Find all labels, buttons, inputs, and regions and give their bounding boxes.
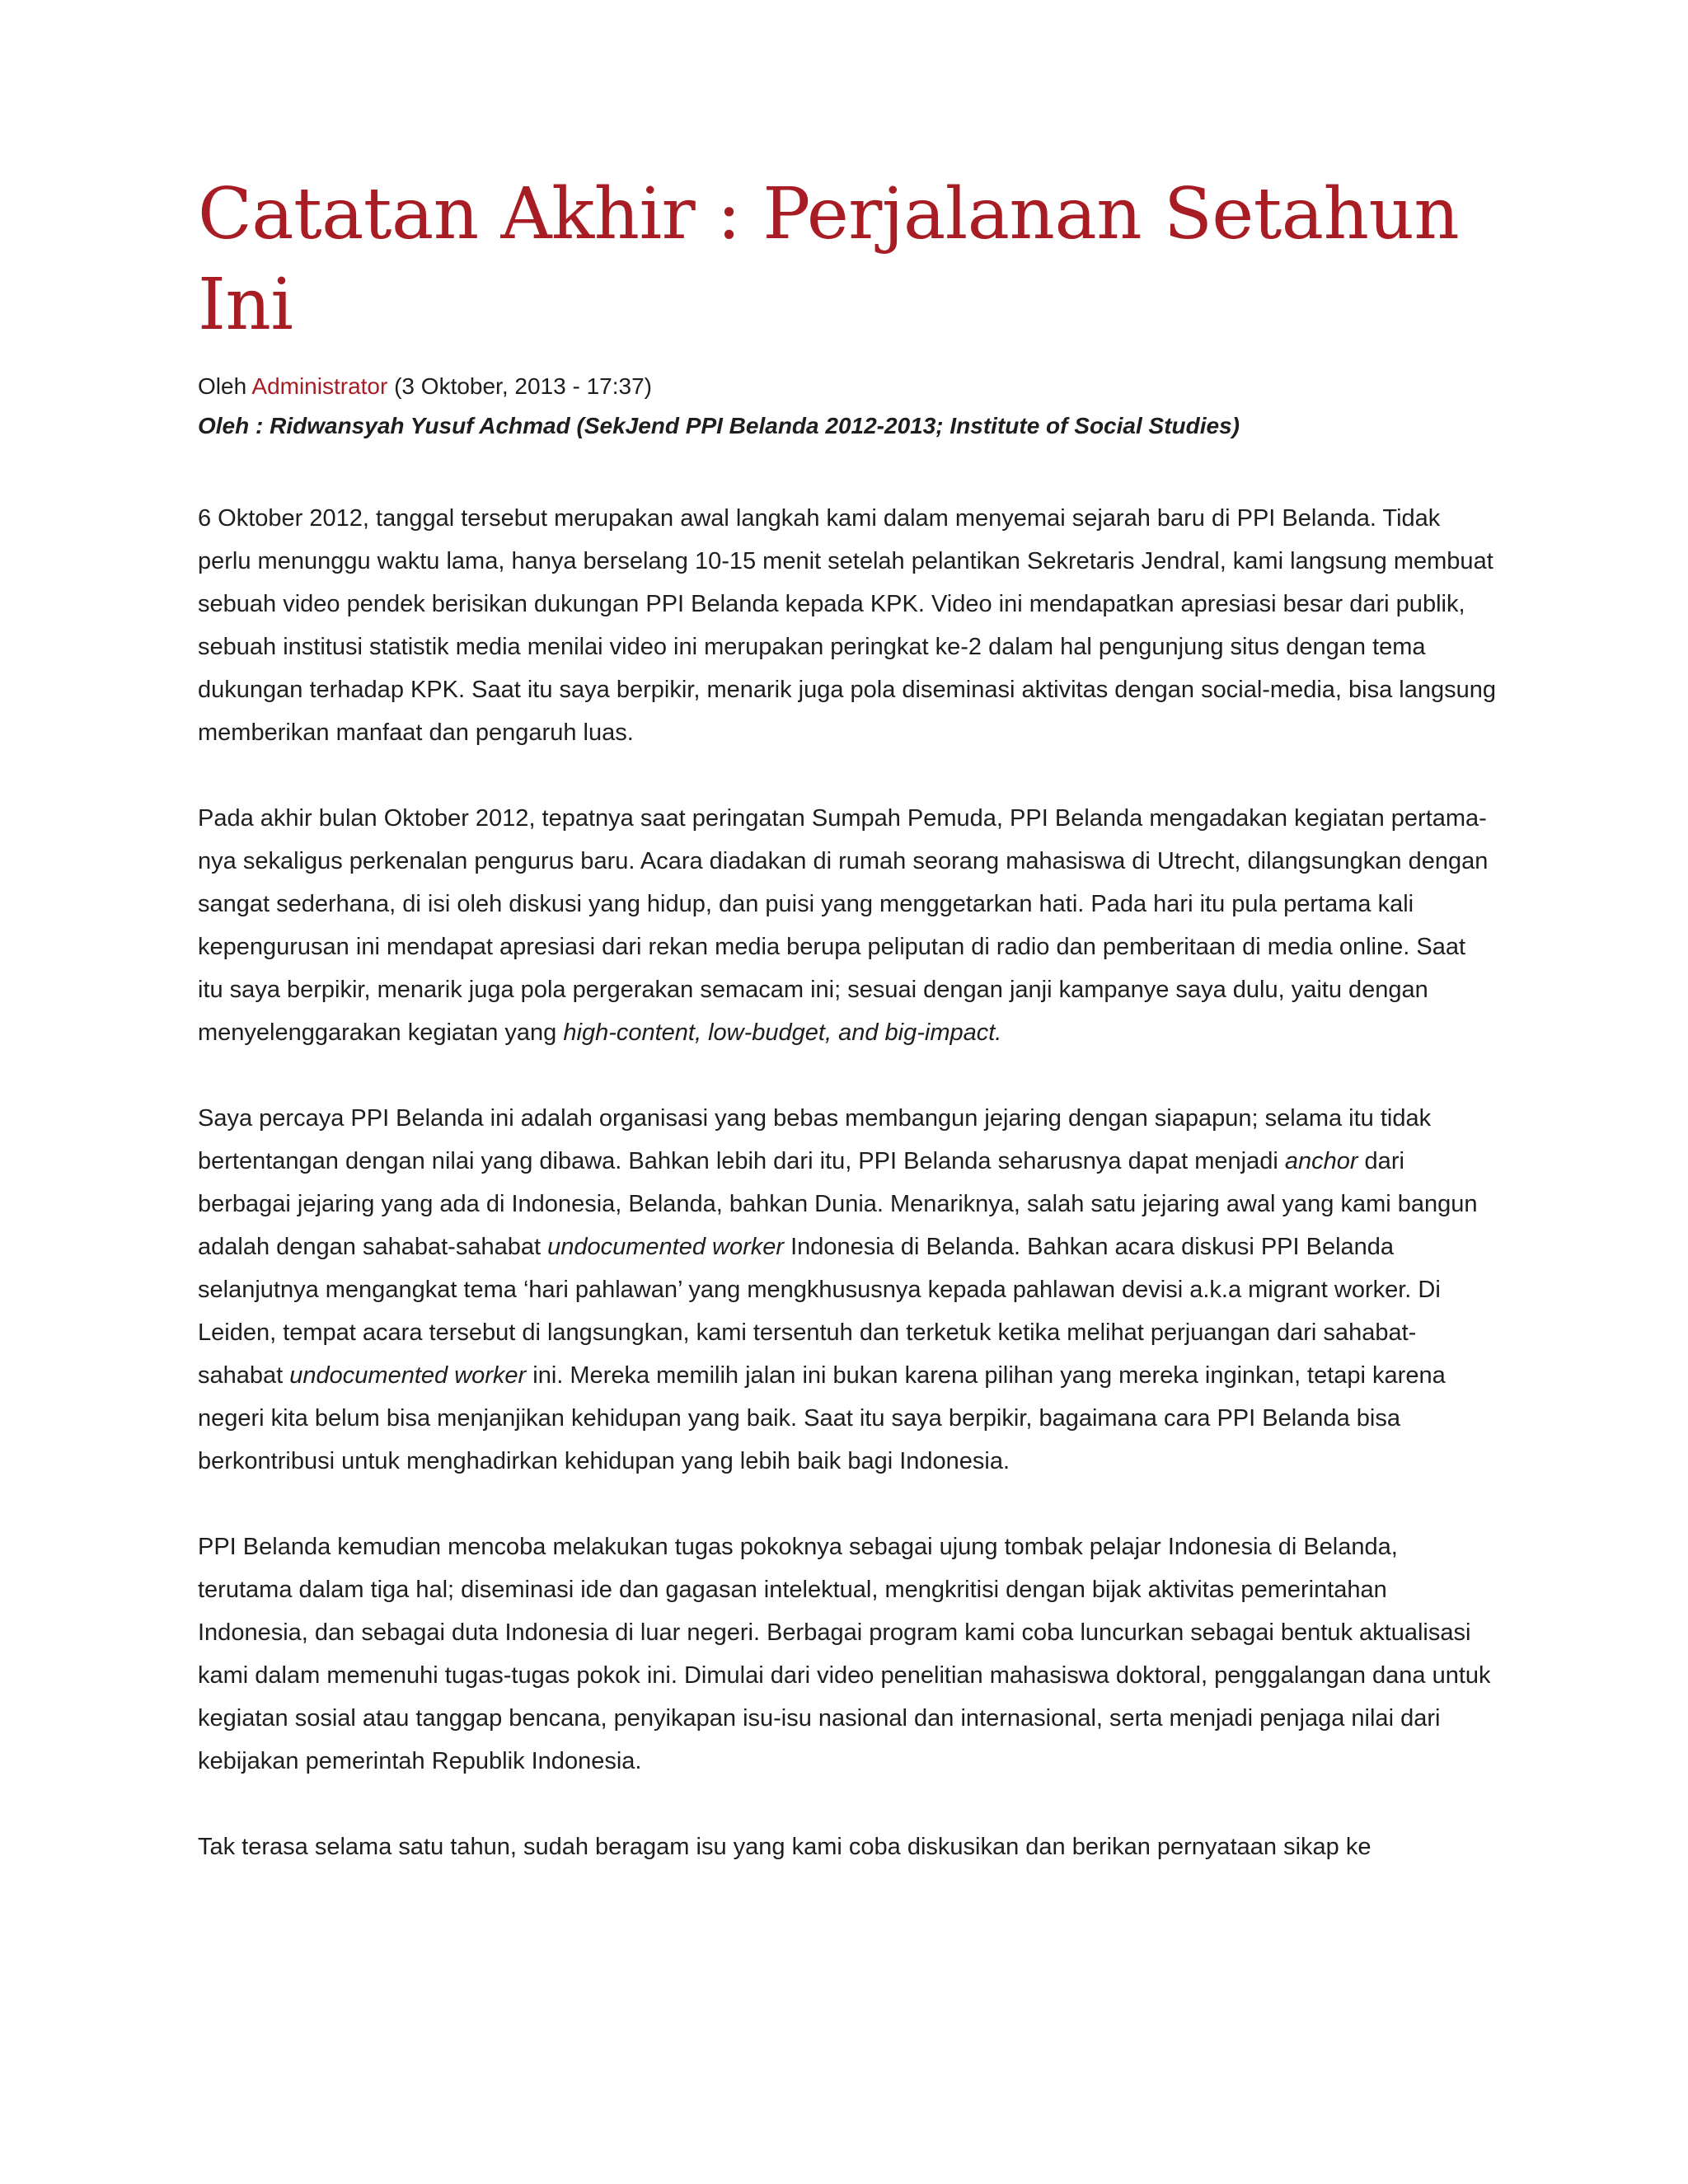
article-byline: Oleh : Ridwansyah Yusuf Achmad (SekJend PPI Belanda 2012-2013; Institute of Social Studies) xyxy=(198,413,1240,438)
paragraph-3-emphasis-worker-1: undocumented worker xyxy=(547,1234,785,1260)
article-title: Catatan Akhir : Perjalanan Setahun Ini xyxy=(198,173,1460,346)
paragraph-3 xyxy=(198,1097,1496,1483)
meta-prefix: Oleh xyxy=(198,373,247,399)
paragraph-1: 6 Oktober 2012, tanggal tersebut merupakan awal langkah kami dalam menyemai sejarah baru di PPI Belanda. Tidak perlu menunggu waktu lama, hanya berselang 10-15 menit setelah pelantikan Sekretaris Jendral, kami langsung membuat sebuah video pendek berisikan dukungan PPI Belanda kepada KPK. Video ini mendapatkan apresiasi besar dari publik, sebuah institusi statistik media menilai video ini merupakan peringkat ke-2 dalam hal pengunjung situs dengan tema dukungan terhadap KPK. Saat itu saya berpikir, menarik juga pola diseminasi aktivitas dengan social-media, bisa langsung memberikan manfaat dan pengaruh luas. xyxy=(198,505,1496,746)
paragraph-3-text-c: Indonesia di Belanda. Bahkan acara diskusi PPI Belanda selanjutnya mengangkat tema ‘hari pahlawan’ yang mengkhususnya kepada pahlawan devisi a.k.a migrant worker. Di Leiden, tempat acara tersebut di langsungkan, kami tersentuh dan terketuk ketika melihat perjuangan dari sahabat-sahabat xyxy=(198,1234,1441,1389)
paragraph-2-text: Pada akhir bulan Oktober 2012, tepatnya saat peringatan Sumpah Pemuda, PPI Belanda mengadakan kegiatan pertama-nya sekaligus perkenalan pengurus baru. Acara diadakan di rumah seorang mahasiswa di Utrecht, dilangsungkan dengan sangat sederhana, di isi oleh diskusi yang hidup, dan puisi yang menggetarkan hati. Pada hari itu pula pertama kali kepengurusan ini mendapat apresiasi dari rekan media berupa peliputan di radio dan pemberitaan di media online. Saat itu saya berpikir, menarik juga pola pergerakan semacam ini; sesuai dengan janji kampanye saya dulu, yaitu dengan menyelenggarakan kegiatan yang xyxy=(198,805,1489,1046)
article-date: (3 Oktober, 2013 - 17:37) xyxy=(394,373,652,399)
author-link[interactable]: Administrator xyxy=(251,373,388,399)
paragraph-5: Tak terasa selama satu tahun, sudah beragam isu yang kami coba diskusikan dan berikan pernyataan sikap ke xyxy=(198,1834,1372,1860)
paragraph-2 xyxy=(198,797,1496,1054)
paragraph-4: PPI Belanda kemudian mencoba melakukan tugas pokoknya sebagai ujung tombak pelajar Indonesia di Belanda, terutama dalam tiga hal; diseminasi ide dan gagasan intelektual, mengkritisi dengan bijak aktivitas pemerintahan Indonesia, dan sebagai duta Indonesia di luar negeri. Berbagai program kami coba luncurkan sebagai bentuk aktualisasi kami dalam memenuhi tugas-tugas pokok ini. Dimulai dari video penelitian mahasiswa doktoral, penggalangan dana untuk kegiatan sosial atau tanggap bencana, penyikapan isu-isu nasional dan internasional, serta menjadi penjaga nilai dari kebijakan pemerintah Republik Indonesia. xyxy=(198,1534,1491,1774)
paragraph-3-text-a: Saya percaya PPI Belanda ini adalah organisasi yang bebas membangun jejaring dengan siapapun; selama itu tidak bertentangan dengan nilai yang dibawa. Bahkan lebih dari itu, PPI Belanda seharusnya dapat menjadi xyxy=(198,1105,1432,1174)
paragraph-3-emphasis-anchor: anchor xyxy=(1284,1148,1358,1174)
paragraph-3-text-d: ini. Mereka memilih jalan ini bukan karena pilihan yang mereka inginkan, tetapi karena negeri kita belum bisa menjanjikan kehidupan yang baik. Saat itu saya berpikir, bagaimana cara PPI Belanda bisa berkontribusi untuk menghadirkan kehidupan yang lebih baik bagi Indonesia. xyxy=(198,1362,1446,1474)
paragraph-2-emphasis: high-content, low-budget, and big-impact. xyxy=(563,1019,1002,1046)
article-page xyxy=(198,169,1496,1868)
paragraph-3-emphasis-worker-2: undocumented worker xyxy=(289,1362,527,1389)
paragraph-3-text-b: dari berbagai jejaring yang ada di Indonesia, Belanda, bahkan Dunia. Menariknya, salah satu jejaring awal yang kami bangun adalah dengan sahabat-sahabat xyxy=(198,1148,1478,1260)
article-body xyxy=(198,497,1496,1868)
article-meta xyxy=(198,372,1496,401)
